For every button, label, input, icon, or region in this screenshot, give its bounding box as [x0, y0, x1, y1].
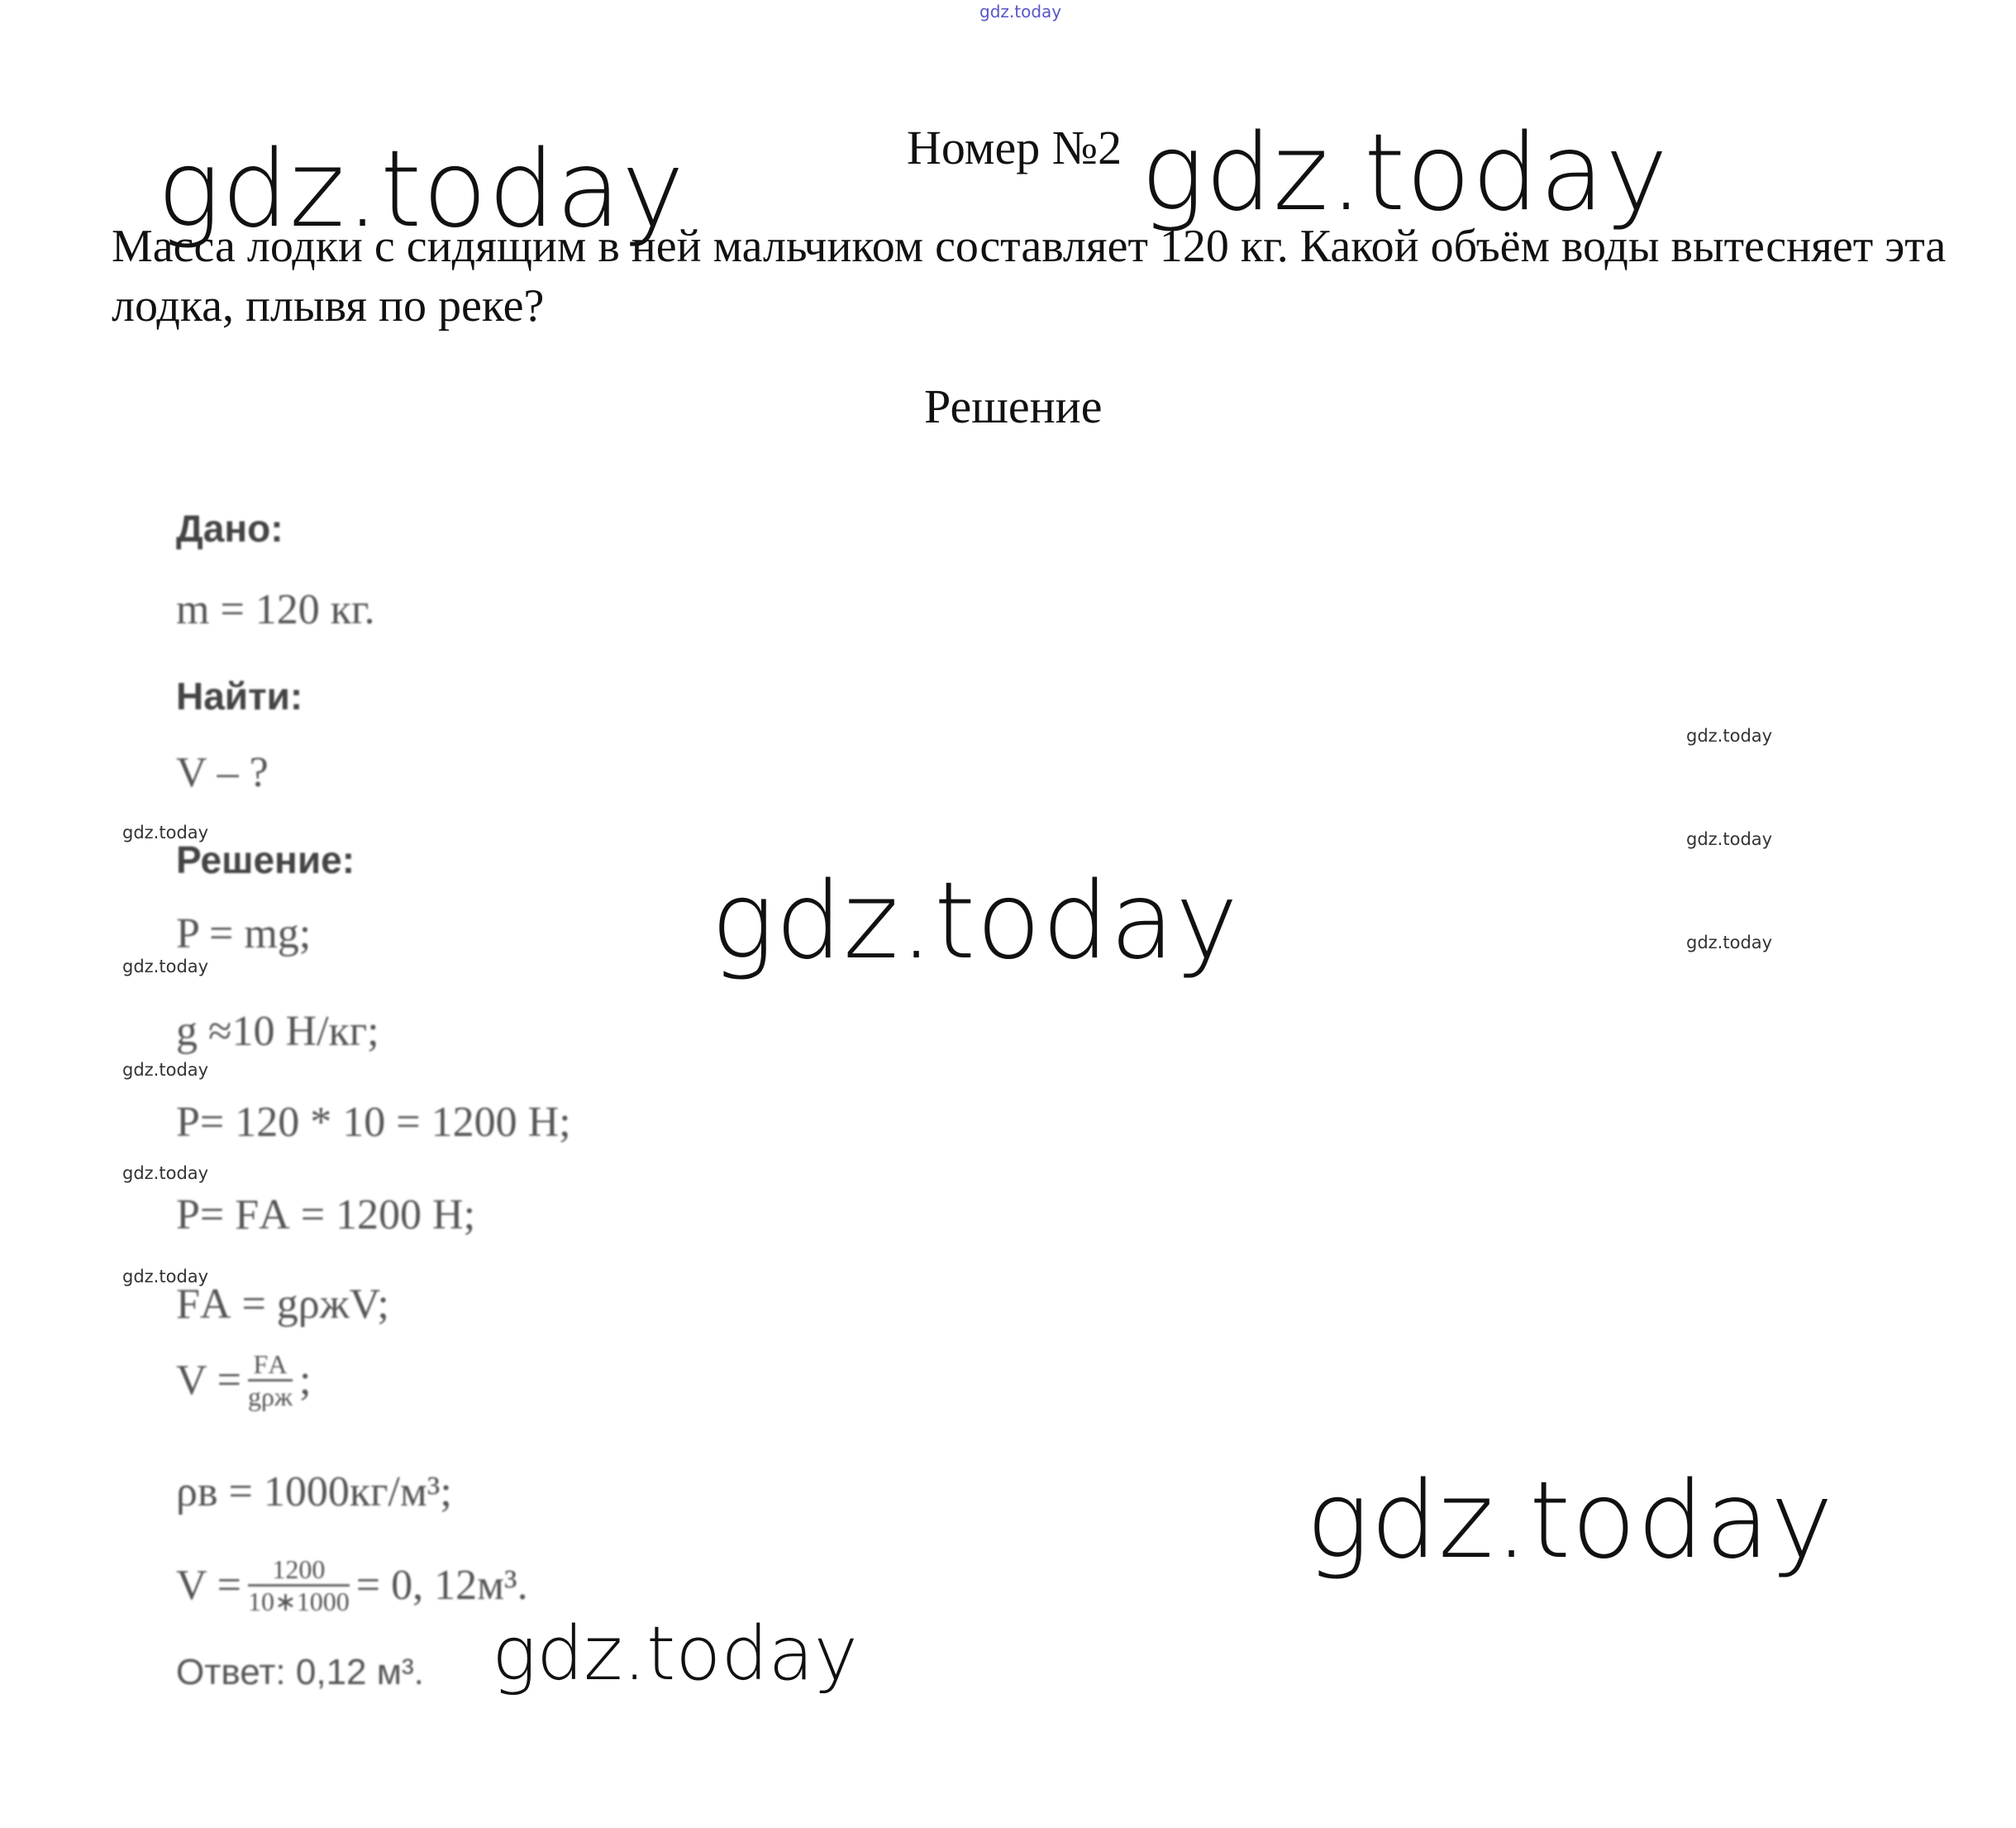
given-label: Дано:: [176, 507, 284, 550]
volume-calc: [176, 1554, 528, 1616]
watermark-small: gdz.today: [122, 823, 209, 842]
problem-statement: Масса лодки с сидящим в ней мальчиком составляет 120 кг. Какой объём воды вытесняет эта лодка, плывя по реке?: [112, 221, 1947, 332]
watermark-medium: gdz.today: [492, 1611, 858, 1697]
header-watermark: gdz.today: [979, 2, 1062, 21]
volume-calc-lhs: V =: [176, 1562, 241, 1609]
volume-fraction-den: gρж: [247, 1382, 293, 1411]
watermark-small: gdz.today: [122, 957, 209, 976]
watermark-small: gdz.today: [122, 1060, 209, 1080]
weight-formula: P = mg;: [176, 910, 312, 957]
volume-fraction-num: FА: [253, 1349, 288, 1379]
watermark-small: gdz.today: [122, 1267, 209, 1286]
watermark-small: gdz.today: [122, 1163, 209, 1183]
water-density: ρв = 1000кг/м³;: [176, 1468, 452, 1515]
watermark-large: gdz.today: [157, 128, 685, 251]
given-mass: m = 120 кг.: [176, 586, 375, 633]
volume-calc-fraction: [248, 1554, 350, 1616]
find-volume: V – ?: [176, 749, 269, 796]
volume-calc-num: 1200: [272, 1554, 326, 1584]
solution-label: Решение:: [176, 838, 355, 881]
answer: Ответ: 0,12 м³.: [176, 1652, 424, 1692]
volume-calc-den: 10∗1000: [247, 1587, 350, 1616]
find-label: Найти:: [176, 675, 303, 718]
volume-calc-tail: = 0, 12м³.: [355, 1562, 528, 1609]
g-value: g ≈10 Н/кг;: [176, 1008, 379, 1055]
problem-title: Номер №2: [907, 121, 1122, 174]
watermark-large: gdz.today: [1141, 112, 1669, 235]
volume-formula: [176, 1349, 311, 1411]
watermark-small: gdz.today: [1686, 829, 1773, 849]
weight-archimedes: P= FА = 1200 Н;: [176, 1191, 476, 1239]
volume-fraction: [248, 1349, 293, 1411]
archimedes-formula: FА = gρжV;: [176, 1281, 389, 1328]
solution-heading: Решение: [924, 379, 1103, 433]
watermark-large: gdz.today: [711, 860, 1239, 983]
volume-formula-tail: ;: [299, 1357, 312, 1404]
weight-calc: P= 120 * 10 = 1200 Н;: [176, 1099, 571, 1146]
volume-formula-lhs: V =: [176, 1357, 241, 1404]
watermark-small: gdz.today: [1686, 726, 1773, 746]
watermark-small: gdz.today: [1686, 933, 1773, 952]
watermark-large: gdz.today: [1306, 1459, 1834, 1582]
